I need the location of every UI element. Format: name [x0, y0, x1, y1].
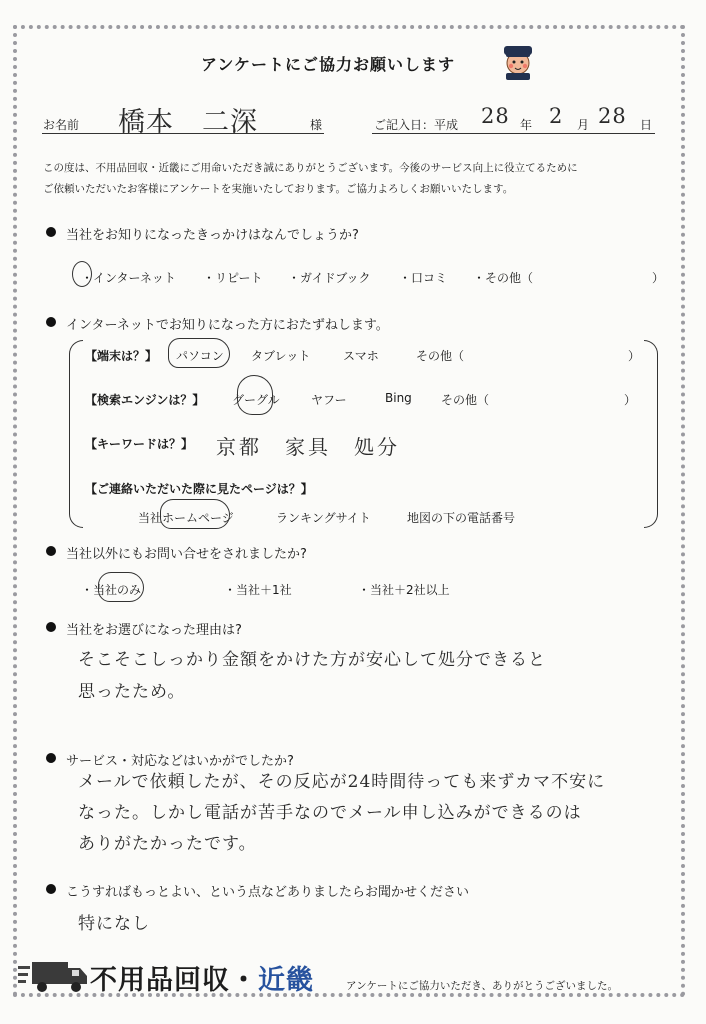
device-option-tablet: タブレット: [251, 349, 311, 363]
q6-bullet: [46, 884, 56, 894]
survey-title: アンケートにご協力お願いします: [201, 55, 456, 74]
device-label: 【端末は？】: [85, 349, 158, 363]
name-label: お名前: [43, 118, 80, 132]
q6-answer: 特になし: [78, 914, 150, 934]
q1-option-internet: ・インターネット: [81, 271, 176, 285]
q6-question: こうすればもっとよい、という点などありましたらお聞かせください: [66, 885, 470, 900]
keyword-label: 【キーワードは？】: [85, 437, 194, 451]
keyword-answer: 京都 家具 処分: [216, 435, 400, 459]
q5-bullet: [46, 753, 56, 763]
day-unit: 日: [640, 118, 653, 132]
year-value: 28: [481, 104, 510, 128]
q2-bracket-right: [644, 340, 658, 528]
q3-bullet: [46, 546, 56, 556]
q1-answer-circle: [72, 261, 92, 287]
device-option-pc: パソコン: [176, 349, 224, 363]
q3-option-only: ・当社のみ: [81, 583, 142, 597]
engine-option-other-close: ）: [624, 393, 637, 407]
q2-bracket-left: [69, 340, 83, 528]
q1-bullet: [46, 227, 56, 237]
page-option-map-phone: 地図の下の電話番号: [407, 511, 516, 525]
engine-option-yahoo: ヤフー: [311, 393, 347, 407]
device-option-other: その他（: [416, 349, 465, 363]
device-option-other-close: ）: [628, 349, 641, 363]
q5-answer-line-3: ありがたかったです。: [78, 834, 257, 854]
honorific: 様: [310, 118, 323, 132]
year-unit: 年: [520, 118, 533, 132]
engine-option-google: グーグル: [232, 393, 280, 407]
month-unit: 月: [577, 118, 590, 132]
intro-line-2: ご依頼いただいたお客様にアンケートを実施いたしております。ご協力よろしくお願いいたします。: [43, 183, 514, 195]
q3-question: 当社以外にもお問い合せをされましたか?: [66, 547, 307, 562]
engine-option-bing: Bing: [385, 391, 412, 405]
date-underline: [372, 133, 655, 134]
q4-answer-line-2: 思ったため。: [78, 682, 186, 702]
engine-label: 【検索エンジンは？】: [85, 393, 205, 407]
q3-answer-circle: [98, 572, 144, 602]
q1-option-other: ・その他（: [473, 271, 534, 285]
q1-option-other-close: ）: [652, 271, 665, 285]
mascot-face-icon: [498, 44, 538, 80]
q4-answer-line-1: そこそこしっかり金額をかけた方が安心して処分できると: [78, 650, 546, 670]
page-option-ranking: ランキングサイト: [276, 511, 371, 525]
q5-answer-line-2: なった。しかし電話が苦手なのでメール申し込みができるのは: [78, 803, 582, 823]
date-label: ご記入日：平成: [374, 118, 459, 132]
logo-accent-text: 近畿: [258, 965, 314, 996]
q2-bullet: [46, 317, 56, 327]
engine-option-other: その他（: [441, 393, 490, 407]
q1-option-repeat: ・リピート: [203, 271, 263, 285]
truck-icon: [18, 958, 88, 994]
q1-option-guidebook: ・ガイドブック: [288, 271, 371, 285]
logo-main-text: 不用品回収・: [90, 965, 258, 996]
q5-answer-line-1: メールで依頼したが、その反応が24時間待っても来ずカマ不安に: [78, 772, 606, 792]
page-answer-circle: [160, 499, 230, 529]
intro-line-1: この度は、不用品回収・近畿にご用命いただき誠にありがとうございます。今後のサービス向上に役立てるために: [43, 162, 578, 174]
q2-question: インターネットでお知りになった方におたずねします。: [66, 318, 389, 333]
device-option-smartphone: スマホ: [343, 349, 379, 363]
page-option-homepage: 当社ホームページ: [138, 511, 234, 525]
name-value: 橋本 二深: [118, 107, 258, 138]
day-value: 28: [598, 104, 627, 128]
name-underline: [42, 133, 324, 134]
q1-option-wordofmouth: ・口コミ: [399, 271, 448, 285]
q5-question: サービス・対応などはいかがでしたか?: [66, 754, 294, 769]
q3-option-plus2: ・当社＋2社以上: [358, 583, 450, 597]
company-logo: [90, 958, 314, 997]
page-label: 【ご連絡いただいた際に見たページは？】: [85, 482, 313, 496]
q4-bullet: [46, 622, 56, 632]
thanks-message: アンケートにご協力いただき、ありがとうございました。: [346, 980, 618, 992]
month-value: 2: [549, 104, 564, 128]
q4-question: 当社をお選びになった理由は?: [66, 623, 242, 638]
q1-question: 当社をお知りになったきっかけはなんでしょうか?: [66, 228, 359, 243]
q3-option-plus1: ・当社＋1社: [224, 583, 292, 597]
device-answer-circle: [168, 338, 230, 368]
engine-answer-circle: [237, 375, 273, 415]
